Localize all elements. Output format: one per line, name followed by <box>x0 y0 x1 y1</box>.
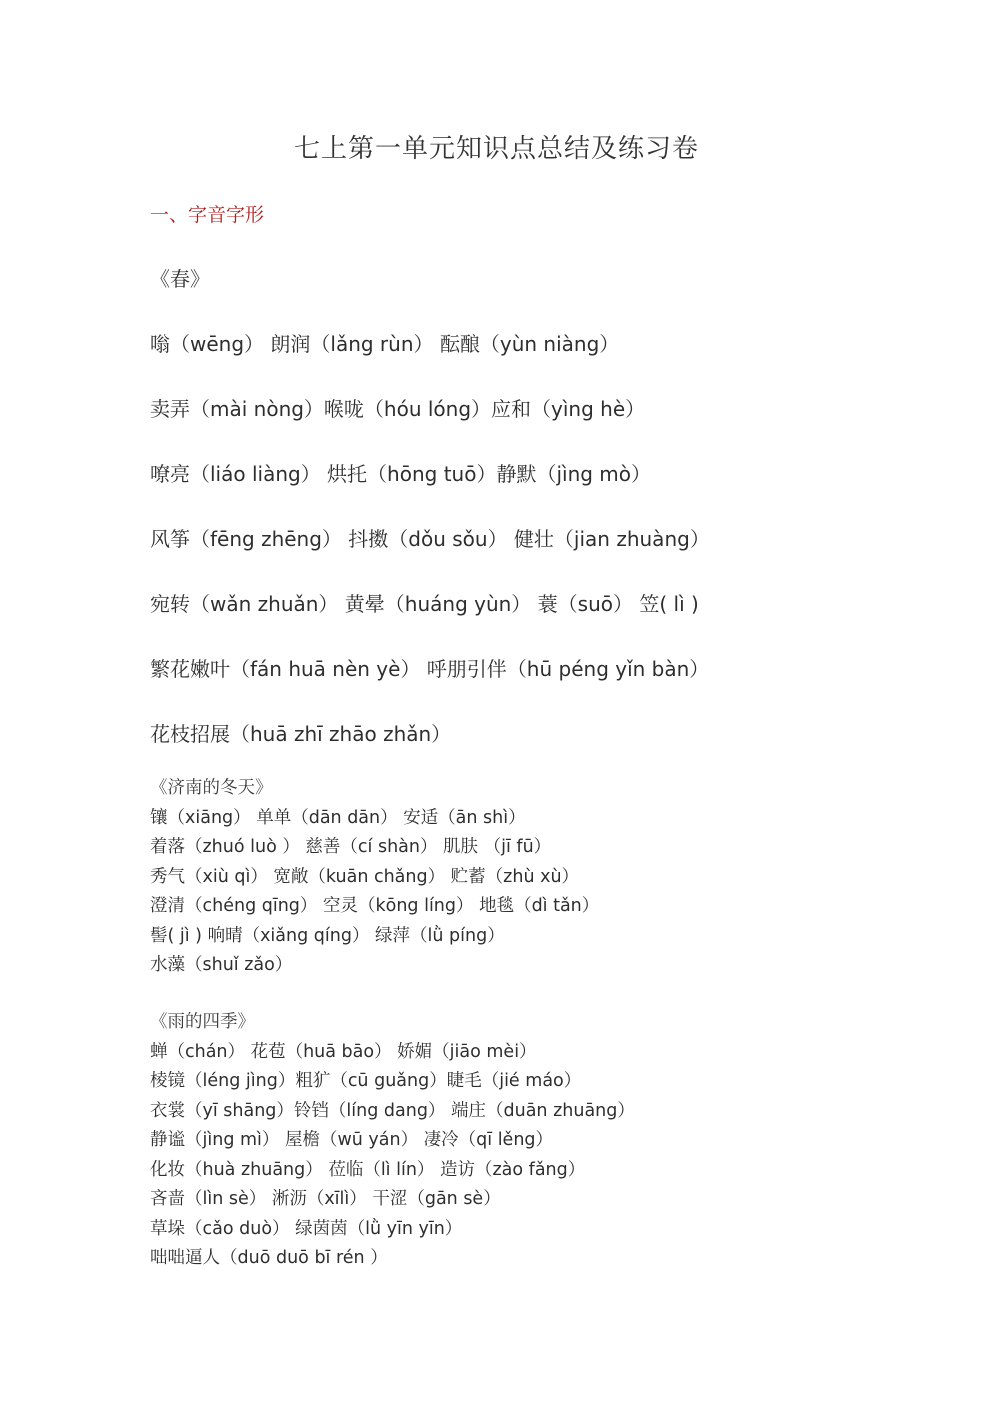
chun-vocab-block <box>150 264 950 784</box>
section-heading-pronunciation: 一、字音字形 <box>150 204 265 226</box>
vocab-line: 花枝招展（huā zhī zhāo zhǎn） <box>150 722 452 746</box>
vocab-line: 澄清（chéng qīng） 空灵（kōng líng） 地毯（dì tǎn） <box>150 896 600 916</box>
vocab-line: 宛转（wǎn zhuǎn） 黄晕（huáng yùn） 蓑（suō） 笠( lì ) <box>150 592 699 616</box>
vocab-line: 化妆（huà zhuāng） 莅临（lì lín） 造访（zào fǎng） <box>150 1159 586 1180</box>
vocab-line: 髻( jì ) 响晴（xiǎng qíng） 绿萍（lǜ píng） <box>150 925 505 946</box>
jinan-lesson-title: 《济南的冬天》 <box>150 778 273 798</box>
vocab-line: 咄咄逼人（duō duō bī rén ） <box>150 1248 388 1268</box>
vocab-line: 镶（xiāng） 单单（dān dān） 安适（ān shì） <box>150 807 526 828</box>
vocab-line: 衣裳（yī shāng）铃铛（líng dang） 端庄（duān zhuāng） <box>150 1100 635 1121</box>
vocab-line: 草垛（cǎo duò） 绿茵茵（lǜ yīn yīn） <box>150 1218 463 1239</box>
vocab-line: 蝉（chán） 花苞（huā bāo） 娇媚（jiāo mèi） <box>150 1041 537 1062</box>
vocab-line: 嘹亮（liáo liàng） 烘托（hōng tuō）静默（jìng mò） <box>150 462 652 486</box>
vocab-line: 吝啬（lìn sè） 淅沥（xīlì） 干涩（gān sè） <box>150 1189 501 1209</box>
yu-vocab-block <box>150 1008 950 1274</box>
vocab-line: 嗡（wēng） 朗润（lǎng rùn） 酝酿（yùn niàng） <box>150 332 620 356</box>
vocab-line: 棱镜（léng jìng）粗犷（cū guǎng）睫毛（jié máo） <box>150 1071 582 1091</box>
vocab-line: 繁花嫩叶（fán huā nèn yè） 呼朋引伴（hū péng yǐn bàn） <box>150 657 710 681</box>
document-title: 七上第一单元知识点总结及练习卷 <box>293 134 699 164</box>
vocab-line: 风筝（fēng zhēng） 抖擞（dǒu sǒu） 健壮（jian zhuàng） <box>150 527 710 551</box>
vocab-line: 静谧（jìng mì） 屋檐（wū yán） 凄冷（qī lěng） <box>150 1130 554 1150</box>
vocab-line: 秀气（xiù qì） 宽敞（kuān chǎng） 贮蓄（zhù xù） <box>150 866 580 887</box>
vocab-line: 着落（zhuó luò ） 慈善（cí shàn） 肌肤 （jī fū） <box>150 837 552 857</box>
vocab-line: 卖弄（mài nòng）喉咙（hóu lóng）应和（yìng hè） <box>150 397 646 421</box>
chun-lesson-title: 《春》 <box>150 267 210 291</box>
yu-lesson-title: 《雨的四季》 <box>150 1012 255 1032</box>
vocab-line: 水藻（shuǐ zǎo） <box>150 955 293 975</box>
jinan-vocab-block <box>150 774 950 981</box>
